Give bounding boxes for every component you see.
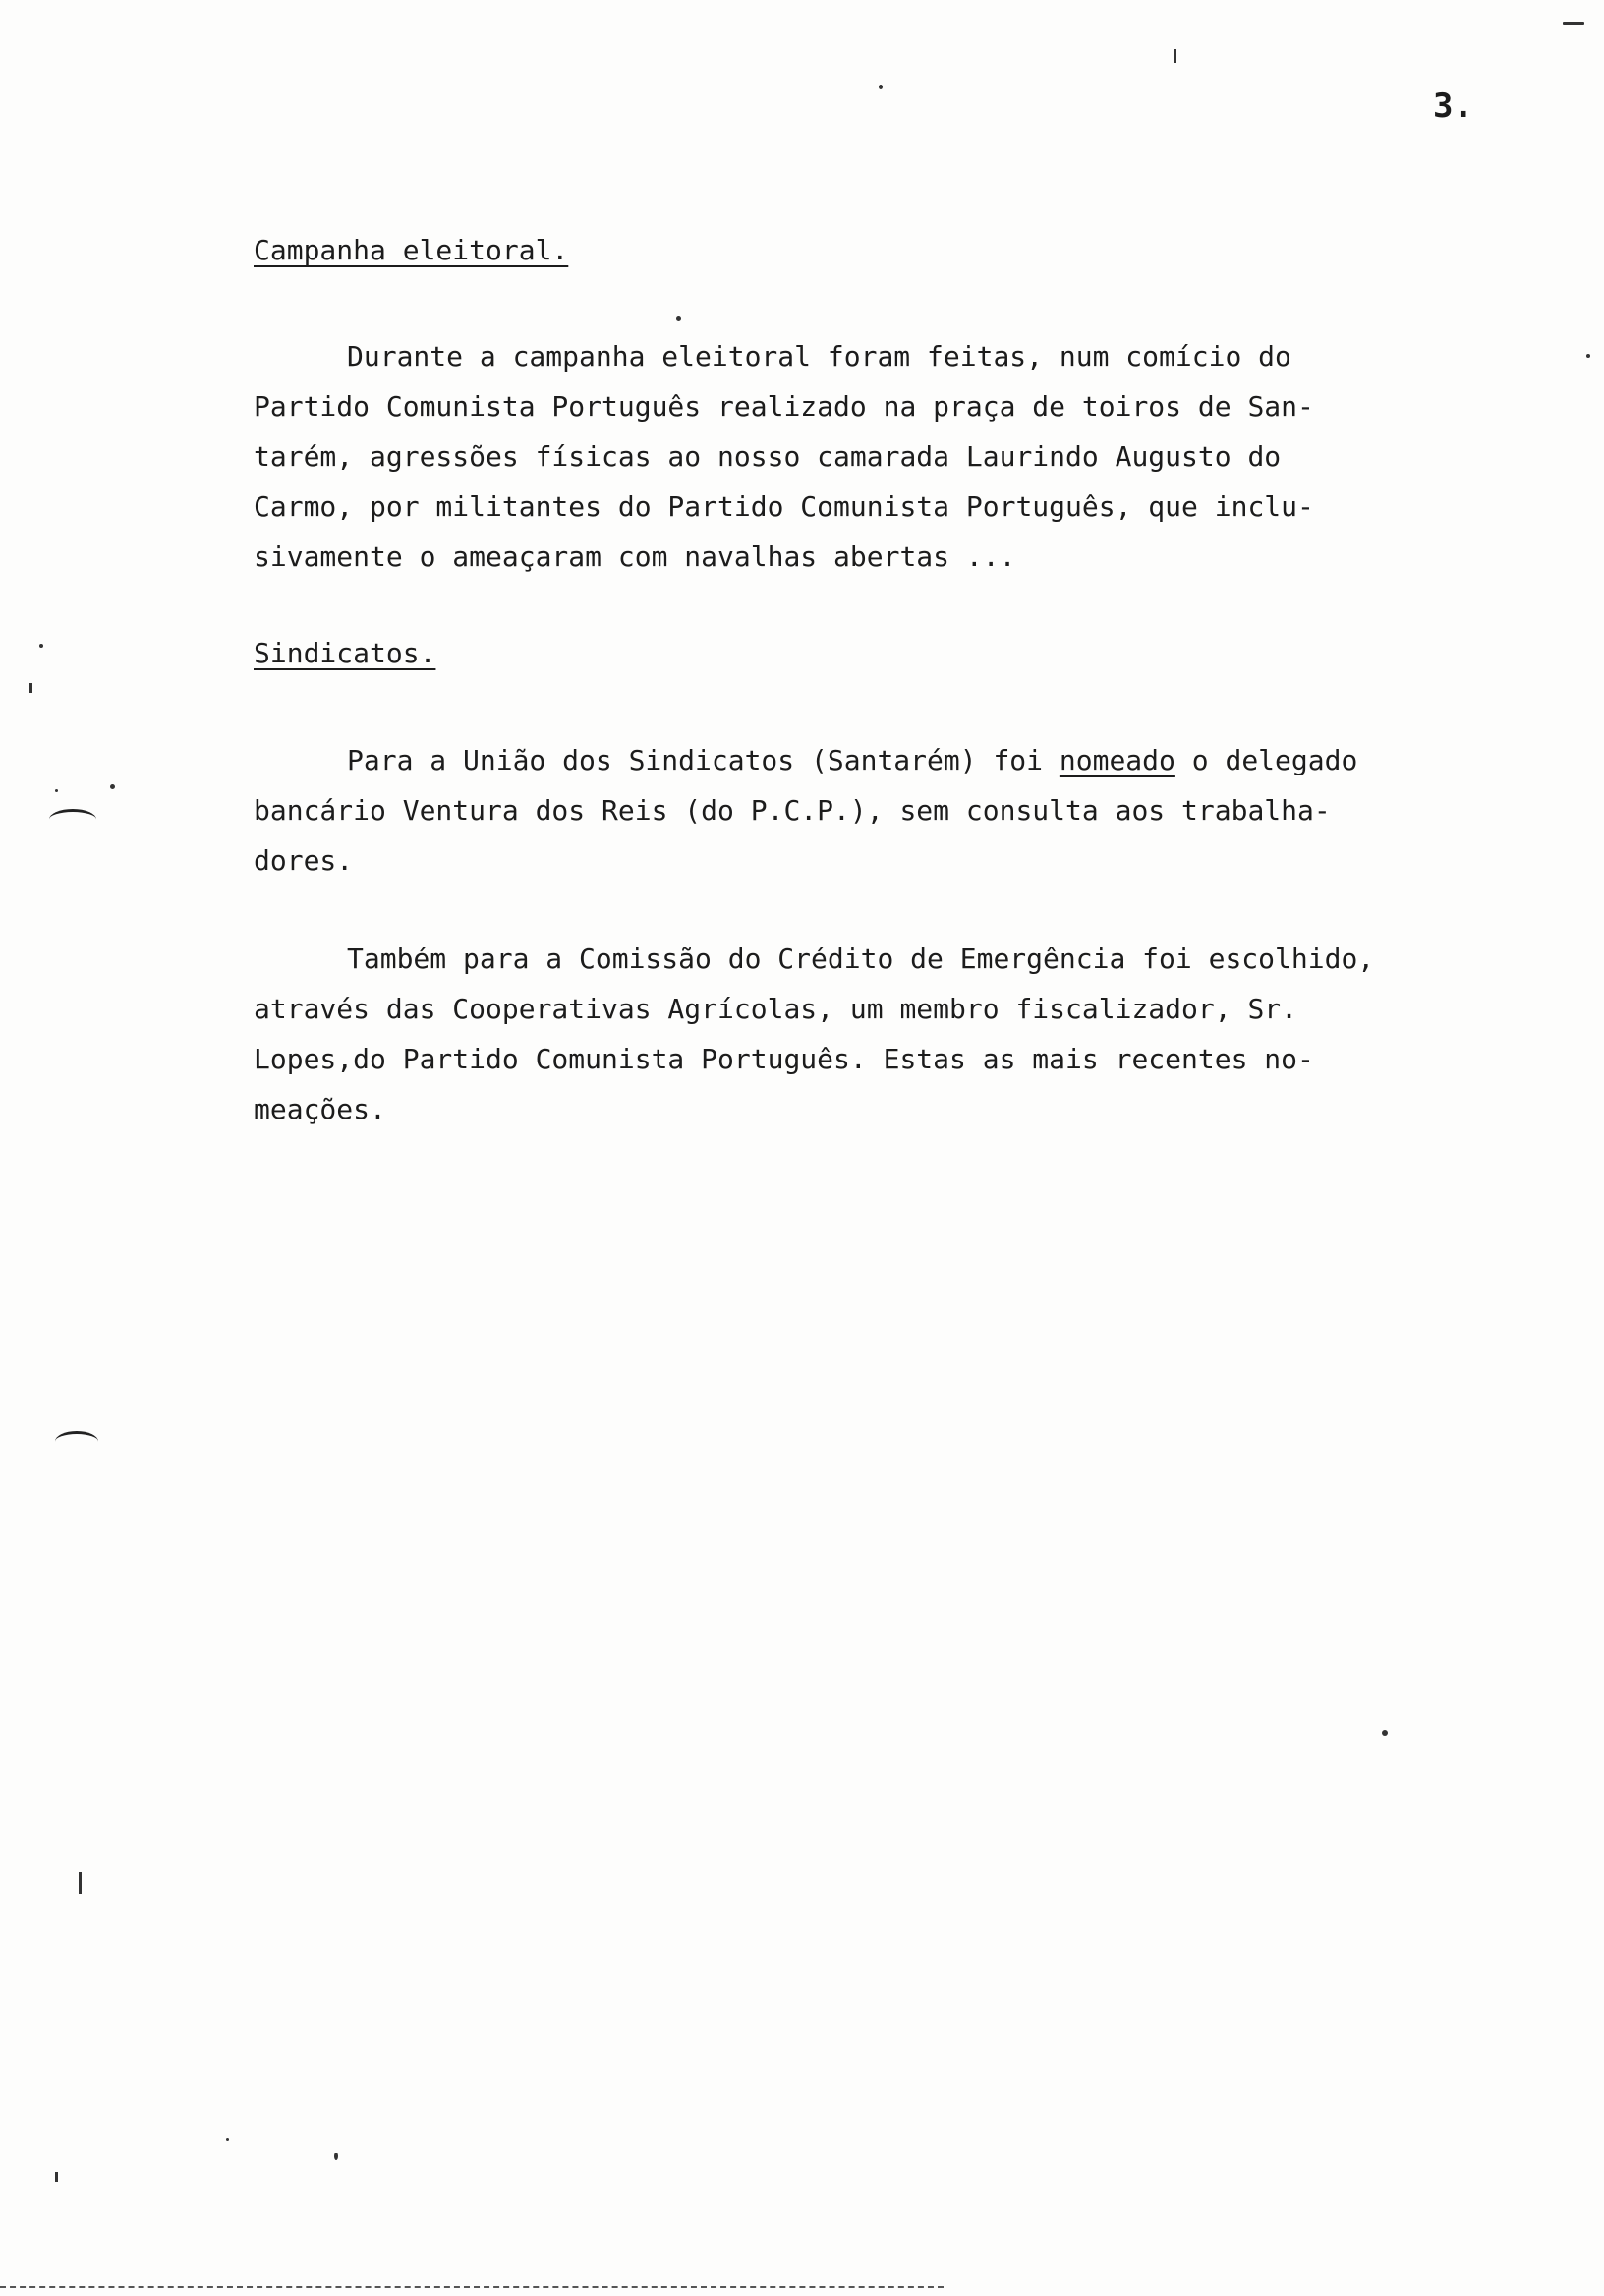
hole-punch-mark [55, 1431, 98, 1452]
paragraph-line: Lopes,do Partido Comunista Português. Estas as mais recentes no- [254, 1043, 1314, 1075]
text-run: o delegado [1174, 744, 1358, 776]
scan-speck [39, 644, 43, 648]
paragraph-line: tarém, agressões físicas ao nosso camarada Laurindo Augusto do [254, 440, 1282, 473]
underlined-word: nomeado [1059, 744, 1175, 776]
scan-speck [334, 2152, 338, 2160]
section-heading-campanha: Campanha eleitoral. [254, 234, 569, 266]
scan-speck [879, 85, 883, 89]
scan-speck [29, 683, 32, 693]
paragraph-line: Durante a campanha eleitoral foram feitas, num comício do [347, 340, 1291, 373]
scan-speck [226, 2138, 229, 2141]
paragraph-line: através das Cooperativas Agrícolas, um membro fiscalizador, Sr. [254, 993, 1298, 1025]
scan-speck [1382, 1730, 1388, 1736]
scan-edge-line [0, 2286, 944, 2288]
text-run: Para a União dos Sindicatos (Santarém) foi [347, 744, 1060, 776]
hole-punch-mark [49, 809, 96, 830]
scan-speck [1563, 22, 1584, 25]
scan-speck [55, 789, 58, 792]
scan-speck [110, 784, 115, 789]
scan-speck [79, 1872, 82, 1894]
paragraph-comissao-credito [254, 934, 1374, 1134]
paragraph-line: sivamente o ameaçaram com navalhas abertas ... [254, 541, 1016, 573]
paragraph-line: Partido Comunista Português realizado na praça de toiros de San- [254, 390, 1314, 423]
paragraph-line: bancário Ventura dos Reis (do P.C.P.), sem consulta aos trabalha- [254, 794, 1331, 827]
scan-speck [55, 2172, 58, 2182]
paragraph-line: meações. [254, 1093, 386, 1125]
paragraph-campanha [254, 331, 1314, 582]
scan-speck [1174, 49, 1176, 63]
paragraph-line: Carmo, por militantes do Partido Comunista Português, que inclu- [254, 490, 1314, 523]
paragraph-uniao-sindicatos [254, 735, 1357, 886]
paragraph-line: dores. [254, 844, 354, 877]
scan-speck [676, 316, 681, 321]
section-heading-sindicatos: Sindicatos. [254, 637, 436, 669]
scan-speck [1586, 354, 1590, 358]
paragraph-line [254, 735, 1357, 785]
paragraph-line: Também para a Comissão do Crédito de Emergência foi escolhido, [347, 943, 1375, 975]
page-number: 3. [1433, 86, 1473, 126]
